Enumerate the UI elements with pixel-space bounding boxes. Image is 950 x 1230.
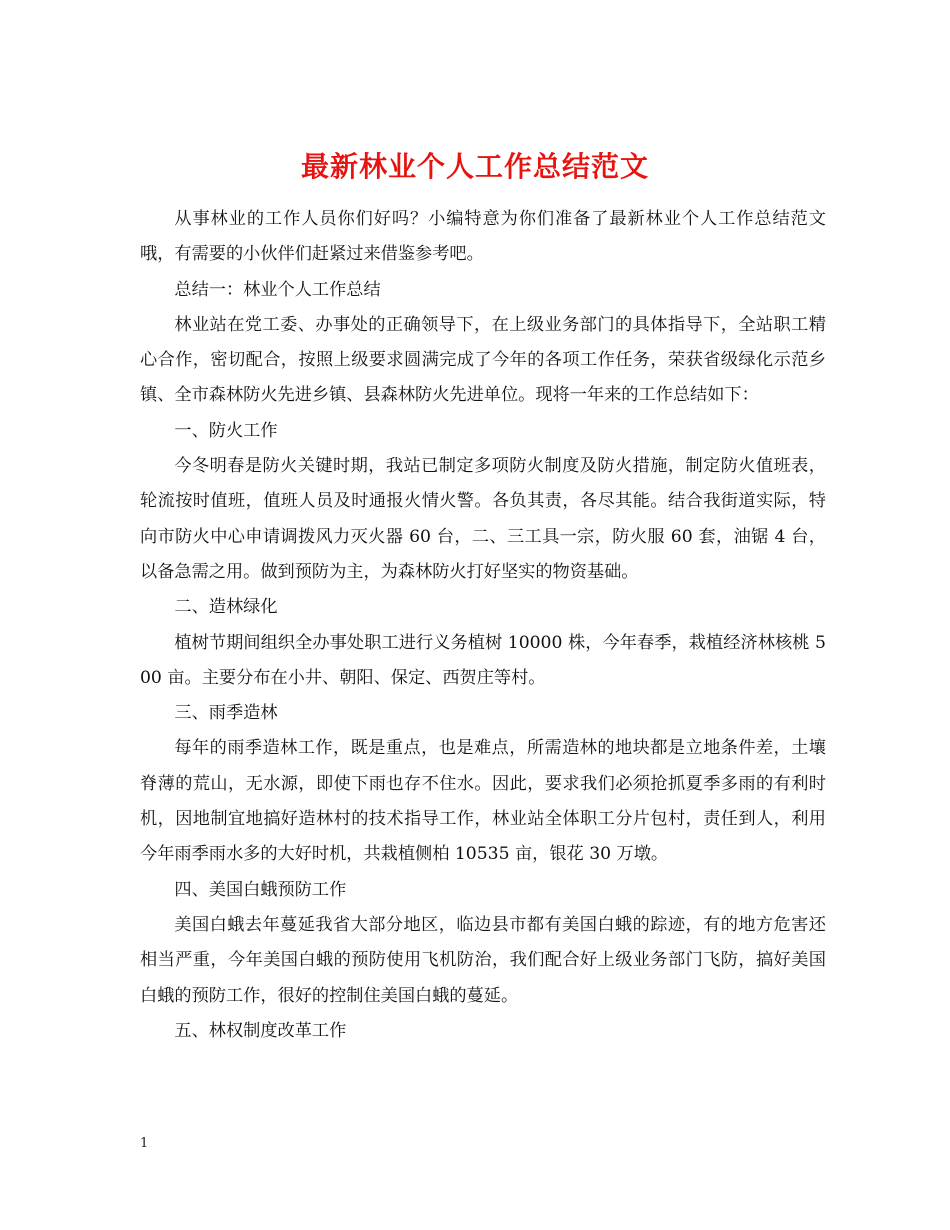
section-heading-afforestation: 二、造林绿化 [174,597,278,618]
section-heading-summary-one: 总结一：林业个人工作总结 [174,279,381,300]
rainy-season-paragraph: 每年的雨季造林工作，既是重点，也是难点，所需造林的地块都是立地条件差，土壤脊薄的荒山，无水源，即使下雨也存不住水。因此，要求我们必须抢抓夏季多雨的有利时机，因地制宜地搞好造林村的技术指导工作，林业站全体职工分片包村，责任到人，利用今年雨季雨水多的大好时机，共栽植侧柏 10535 亩，银花 30 万墩。 [140,738,826,865]
fire-prevention-paragraph: 今冬明春是防火关键时期，我站已制定多项防火制度及防火措施，制定防火值班表，轮流按时值班，值班人员及时通报火情火警。各负其责，各尽其能。结合我街道实际，特向市防火中心申请调拨风力灭火器 60 台，二、三工具一宗，防火服 60 套，油锯 4 台，以备急需之用。做到预防为主，为森林防火打好坚实的物资基础。 [140,456,826,582]
section-heading-forest-rights: 五、林权制度改革工作 [174,1020,347,1041]
section-heading-fall-webworm: 四、美国白蛾预防工作 [174,879,347,900]
section-heading-fire-prevention: 一、防火工作 [174,420,278,441]
document-title: 最新林业个人工作总结范文 [300,149,649,183]
intro-paragraph: 从事林业的工作人员你们好吗？小编特意为你们准备了最新林业个人工作总结范文哦，有需要的小伙伴们赶紧过来借鉴参考吧。 [140,209,826,265]
section-heading-rainy-season: 三、雨季造林 [174,703,278,724]
document-body [140,202,826,1049]
afforestation-paragraph: 植树节期间组织全办事处职工进行义务植树 10000 株，今年春季，栽植经济林核桃 500 亩。主要分布在小井、朝阳、保定、西贺庄等村。 [140,632,826,688]
fall-webworm-paragraph: 美国白蛾去年蔓延我省大部分地区，临边县市都有美国白蛾的踪迹，有的地方危害还相当严重，今年美国白蛾的预防使用飞机防治，我们配合好上级业务部门飞防，搞好美国白蛾的预防工作，很好的控制住美国白蛾的蔓延。 [140,914,826,1006]
summary-intro-paragraph: 林业站在党工委、办事处的正确领导下，在上级业务部门的具体指导下，全站职工精心合作，密切配合，按照上级要求圆满完成了今年的各项工作任务，荣获省级绿化示范乡镇、全市森林防火先进乡镇、县森林防火先进单位。现将一年来的工作总结如下： [140,314,826,406]
page-number: 1 [140,1136,149,1151]
